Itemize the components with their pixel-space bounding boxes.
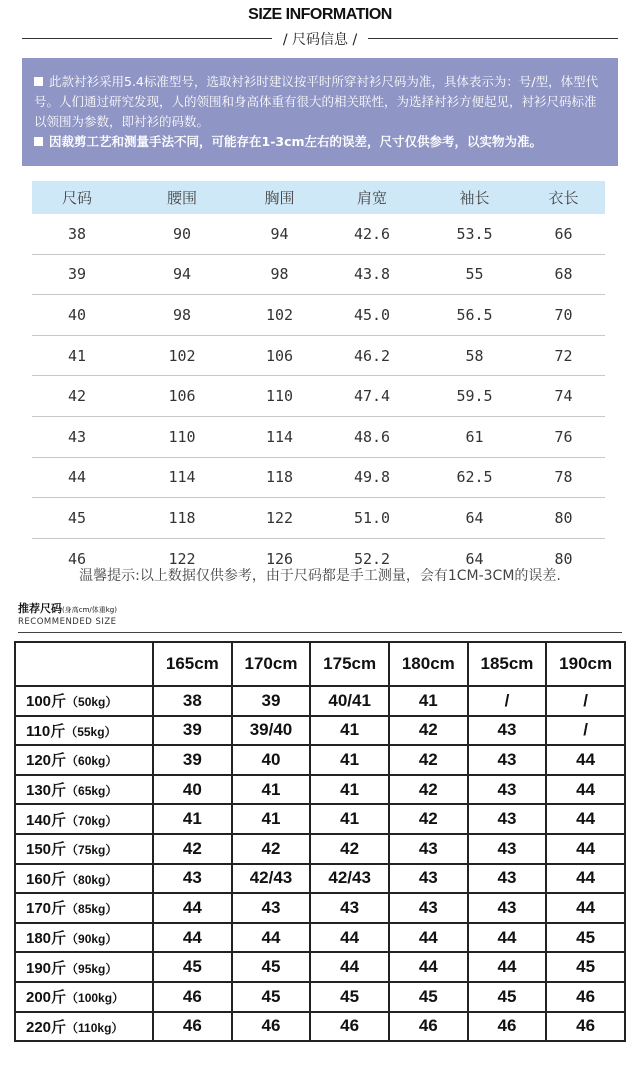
recommend-size-cell: 44 bbox=[232, 923, 311, 953]
page-title: SIZE INFORMATION bbox=[248, 6, 392, 23]
size-cell: 126 bbox=[265, 549, 294, 568]
size-cell: 118 bbox=[242, 457, 317, 498]
size-cell: 49.8 bbox=[317, 457, 427, 498]
recommend-size-cell: 45 bbox=[389, 982, 468, 1012]
recommend-size-cell: 43 bbox=[232, 893, 311, 923]
recommend-size-cell: 41 bbox=[310, 716, 389, 746]
recommend-size-cell: / bbox=[546, 686, 625, 716]
recommend-title-unit: (身高cm/体重kg) bbox=[62, 606, 117, 614]
weight-kg: （50kg） bbox=[66, 695, 118, 710]
weight-jin: 130斤 bbox=[26, 782, 67, 800]
size-table bbox=[32, 181, 605, 578]
recommend-size-cell: 45 bbox=[310, 982, 389, 1012]
size-cell: 61 bbox=[427, 416, 522, 457]
weight-kg: （55kg） bbox=[65, 724, 117, 739]
weight-label bbox=[15, 893, 153, 923]
recommend-size-cell: 45 bbox=[468, 982, 547, 1012]
recommend-size-cell: 46 bbox=[389, 1012, 468, 1042]
header-chest: 胸围 bbox=[242, 181, 317, 214]
recommend-size-cell: 41 bbox=[232, 804, 311, 834]
size-cell: 53.5 bbox=[427, 214, 522, 254]
recommend-size-cell: 44 bbox=[546, 893, 625, 923]
size-cell: 55 bbox=[427, 254, 522, 295]
size-cell: 48.6 bbox=[317, 416, 427, 457]
size-cell: 106 bbox=[242, 335, 317, 376]
recommend-size-cell: 42 bbox=[389, 745, 468, 775]
recommend-size-cell: 43 bbox=[389, 834, 468, 864]
recommend-size-cell: 44 bbox=[389, 952, 468, 982]
size-cell: 64 bbox=[427, 498, 522, 539]
recommend-size-cell: 45 bbox=[546, 952, 625, 982]
weight-label bbox=[15, 686, 153, 716]
size-cell: 80 bbox=[554, 549, 573, 568]
size-cell: 58 bbox=[427, 335, 522, 376]
size-cell: 74 bbox=[522, 376, 605, 417]
recommend-table bbox=[14, 641, 626, 1042]
recommend-size-cell: 41 bbox=[389, 686, 468, 716]
notice-box bbox=[22, 58, 618, 166]
size-cell: 68 bbox=[522, 254, 605, 295]
recommend-row bbox=[15, 1012, 625, 1042]
recommend-size-cell: 41 bbox=[310, 804, 389, 834]
size-cell: 46.2 bbox=[317, 335, 427, 376]
size-cell: 52.2 bbox=[353, 549, 391, 568]
weight-kg: （90kg） bbox=[66, 932, 118, 947]
notice-text-1: 此款衬衫采用5.4标准型号，选取衬衫时建议按平时所穿衬衫尺码为准，具体表示为：号/型，体型代号。人们通过研究发现，人的领围和身高体重有很大的相关联性，为选择衬衫方便起见，衬衫尺码标准以领围为参数，即衬衫的码数。 bbox=[34, 74, 599, 129]
recommend-size-cell: 44 bbox=[153, 923, 232, 953]
size-cell: 42 bbox=[32, 376, 122, 417]
size-cell: 42.6 bbox=[317, 214, 427, 254]
recommend-size-cell: 45 bbox=[232, 952, 311, 982]
recommend-size-cell: 39 bbox=[153, 716, 232, 746]
recommend-size-cell: 46 bbox=[153, 1012, 232, 1042]
recommend-title-text: 推荐尺码 bbox=[18, 602, 62, 615]
weight-label bbox=[15, 834, 153, 864]
weight-label bbox=[15, 982, 153, 1012]
weight-kg: （80kg） bbox=[66, 872, 118, 887]
height-header: 180cm bbox=[389, 642, 468, 686]
size-cell: 70 bbox=[522, 295, 605, 336]
size-cell: 110 bbox=[242, 376, 317, 417]
size-cell: 39 bbox=[32, 254, 122, 295]
size-cell: 38 bbox=[32, 214, 122, 254]
weight-jin: 190斤 bbox=[26, 959, 67, 977]
recommend-size-cell: 44 bbox=[153, 893, 232, 923]
recommend-row bbox=[15, 804, 625, 834]
recommend-size-cell: 46 bbox=[546, 1012, 625, 1042]
recommend-size-cell: 42/43 bbox=[232, 864, 311, 894]
weight-kg: （110kg） bbox=[66, 1020, 124, 1035]
size-cell: 41 bbox=[32, 335, 122, 376]
recommend-size-cell: 43 bbox=[389, 893, 468, 923]
header-waist: 腰围 bbox=[122, 181, 242, 214]
size-row bbox=[32, 254, 605, 295]
weight-jin: 100斤 bbox=[26, 693, 67, 711]
recommend-size-cell: 39 bbox=[153, 745, 232, 775]
size-cell: 114 bbox=[242, 416, 317, 457]
weight-jin: 110斤 bbox=[26, 722, 66, 740]
recommend-size-cell: 46 bbox=[468, 1012, 547, 1042]
recommend-size-cell: / bbox=[468, 686, 547, 716]
recommend-size-cell: 43 bbox=[468, 834, 547, 864]
header-shoulder: 肩宽 bbox=[317, 181, 427, 214]
weight-jin: 180斤 bbox=[26, 930, 67, 948]
notice-paragraph-2 bbox=[34, 132, 604, 152]
size-cell: 43.8 bbox=[317, 254, 427, 295]
weight-label bbox=[15, 716, 153, 746]
height-header: 170cm bbox=[232, 642, 311, 686]
size-cell: 122 bbox=[242, 498, 317, 539]
recommend-size-cell: 42 bbox=[153, 834, 232, 864]
recommend-size-cell: 44 bbox=[546, 834, 625, 864]
size-row bbox=[32, 376, 605, 417]
recommend-size-cell: 42 bbox=[389, 775, 468, 805]
size-cell: 40 bbox=[32, 295, 122, 336]
size-row bbox=[32, 335, 605, 376]
recommend-size-cell: 44 bbox=[310, 952, 389, 982]
weight-label bbox=[15, 775, 153, 805]
weight-jin: 200斤 bbox=[26, 989, 67, 1007]
divider-right bbox=[368, 38, 618, 39]
size-cell: 94 bbox=[122, 254, 242, 295]
weight-jin: 120斤 bbox=[26, 752, 67, 770]
recommend-size-cell: 38 bbox=[153, 686, 232, 716]
weight-jin: 160斤 bbox=[26, 870, 67, 888]
recommend-row bbox=[15, 745, 625, 775]
recommend-size-cell: 43 bbox=[468, 804, 547, 834]
size-row bbox=[32, 498, 605, 539]
weight-kg: （85kg） bbox=[66, 902, 118, 917]
weight-kg: （60kg） bbox=[66, 754, 118, 769]
size-cell: 45.0 bbox=[317, 295, 427, 336]
recommend-size-cell: 44 bbox=[546, 864, 625, 894]
recommend-size-cell: 44 bbox=[546, 804, 625, 834]
recommend-divider bbox=[18, 632, 622, 633]
weight-jin: 170斤 bbox=[26, 900, 67, 918]
size-cell: 47.4 bbox=[317, 376, 427, 417]
recommend-size-cell: 43 bbox=[468, 745, 547, 775]
recommend-size-cell: 44 bbox=[389, 923, 468, 953]
height-header: 175cm bbox=[310, 642, 389, 686]
recommend-size-cell: 43 bbox=[153, 864, 232, 894]
recommend-size-cell: 40/41 bbox=[310, 686, 389, 716]
recommend-size-cell: 43 bbox=[468, 775, 547, 805]
weight-kg: （95kg） bbox=[66, 961, 118, 976]
recommend-size-cell: 40 bbox=[153, 775, 232, 805]
recommend-size-cell: / bbox=[546, 716, 625, 746]
recommend-size-cell: 43 bbox=[389, 864, 468, 894]
recommend-subtitle: RECOMMENDED SIZE bbox=[18, 617, 117, 627]
recommend-size-cell: 46 bbox=[310, 1012, 389, 1042]
header-size: 尺码 bbox=[32, 181, 122, 214]
size-note: 温馨提示:以上数据仅供参考，由于尺码都是手工测量，会有1CM-3CM的误差. bbox=[79, 568, 561, 584]
weight-kg: （65kg） bbox=[66, 784, 118, 799]
recommend-size-cell: 44 bbox=[546, 775, 625, 805]
recommend-size-cell: 45 bbox=[546, 923, 625, 953]
recommend-size-cell: 42 bbox=[389, 804, 468, 834]
notice-paragraph-1 bbox=[34, 72, 604, 132]
recommend-title bbox=[18, 600, 117, 616]
recommend-row bbox=[15, 982, 625, 1012]
recommend-size-cell: 42 bbox=[389, 716, 468, 746]
recommend-size-cell: 43 bbox=[468, 893, 547, 923]
recommend-size-cell: 45 bbox=[153, 952, 232, 982]
size-row bbox=[32, 295, 605, 336]
size-row bbox=[32, 214, 605, 254]
recommend-size-cell: 44 bbox=[468, 952, 547, 982]
recommend-size-cell: 44 bbox=[310, 923, 389, 953]
recommend-corner-cell bbox=[15, 642, 153, 686]
recommend-size-cell: 42 bbox=[232, 834, 311, 864]
size-row bbox=[32, 457, 605, 498]
size-cell: 102 bbox=[122, 335, 242, 376]
page-subtitle: / 尺码信息 / bbox=[282, 32, 358, 48]
recommend-size-cell: 44 bbox=[468, 923, 547, 953]
size-cell: 59.5 bbox=[427, 376, 522, 417]
recommend-size-cell: 46 bbox=[546, 982, 625, 1012]
recommend-size-cell: 43 bbox=[310, 893, 389, 923]
weight-kg: （70kg） bbox=[66, 813, 118, 828]
weight-jin: 140斤 bbox=[26, 811, 67, 829]
weight-kg: （75kg） bbox=[66, 843, 118, 858]
size-table-header bbox=[32, 181, 605, 214]
recommend-size-cell: 42 bbox=[310, 834, 389, 864]
weight-label bbox=[15, 923, 153, 953]
recommend-row bbox=[15, 716, 625, 746]
size-cell: 94 bbox=[242, 214, 317, 254]
recommend-size-cell: 42/43 bbox=[310, 864, 389, 894]
recommend-row bbox=[15, 923, 625, 953]
recommend-size-cell: 46 bbox=[232, 1012, 311, 1042]
header-length: 衣长 bbox=[522, 181, 605, 214]
height-header: 185cm bbox=[468, 642, 547, 686]
size-cell: 44 bbox=[32, 457, 122, 498]
size-cell: 56.5 bbox=[427, 295, 522, 336]
size-cell: 45 bbox=[32, 498, 122, 539]
size-cell: 110 bbox=[122, 416, 242, 457]
size-cell: 118 bbox=[122, 498, 242, 539]
weight-jin: 150斤 bbox=[26, 841, 67, 859]
recommend-size-cell: 43 bbox=[468, 864, 547, 894]
size-cell: 122 bbox=[168, 549, 196, 568]
weight-jin: 220斤 bbox=[26, 1018, 67, 1036]
size-cell: 62.5 bbox=[427, 457, 522, 498]
bullet-square-icon bbox=[34, 77, 43, 86]
size-cell: 90 bbox=[122, 214, 242, 254]
size-cell: 66 bbox=[522, 214, 605, 254]
recommend-row bbox=[15, 952, 625, 982]
subtitle-row bbox=[22, 28, 618, 50]
size-cell: 102 bbox=[242, 295, 317, 336]
size-row bbox=[32, 416, 605, 457]
recommend-size-cell: 41 bbox=[310, 745, 389, 775]
header-sleeve: 袖长 bbox=[427, 181, 522, 214]
recommend-row bbox=[15, 775, 625, 805]
recommend-row bbox=[15, 686, 625, 716]
weight-label bbox=[15, 864, 153, 894]
recommend-size-cell: 41 bbox=[310, 775, 389, 805]
recommend-row bbox=[15, 864, 625, 894]
recommend-size-cell: 39 bbox=[232, 686, 311, 716]
recommend-size-cell: 43 bbox=[468, 716, 547, 746]
weight-label bbox=[15, 745, 153, 775]
size-cell: 46 bbox=[67, 549, 87, 568]
size-cell: 64 bbox=[465, 549, 484, 568]
recommend-size-cell: 39/40 bbox=[232, 716, 311, 746]
height-header: 190cm bbox=[546, 642, 625, 686]
size-cell: 106 bbox=[122, 376, 242, 417]
size-cell: 72 bbox=[522, 335, 605, 376]
size-cell: 76 bbox=[522, 416, 605, 457]
recommend-row bbox=[15, 834, 625, 864]
size-cell: 78 bbox=[522, 457, 605, 498]
recommend-row bbox=[15, 893, 625, 923]
recommend-size-cell: 46 bbox=[153, 982, 232, 1012]
size-cell: 114 bbox=[122, 457, 242, 498]
recommend-header-row bbox=[15, 642, 625, 686]
height-header: 165cm bbox=[153, 642, 232, 686]
size-cell: 51.0 bbox=[317, 498, 427, 539]
weight-label bbox=[15, 804, 153, 834]
bullet-square-icon bbox=[34, 137, 43, 146]
size-cell: 43 bbox=[32, 416, 122, 457]
size-cell: 80 bbox=[522, 498, 605, 539]
weight-label bbox=[15, 952, 153, 982]
recommend-size-cell: 41 bbox=[153, 804, 232, 834]
size-cell: 98 bbox=[122, 295, 242, 336]
size-cell: 98 bbox=[242, 254, 317, 295]
weight-kg: （100kg） bbox=[66, 991, 125, 1006]
weight-label bbox=[15, 1012, 153, 1042]
recommend-size-cell: 44 bbox=[546, 745, 625, 775]
notice-text-2: 因裁剪工艺和测量手法不同，可能存在1-3cm左右的误差，尺寸仅供参考，以实物为准。 bbox=[49, 134, 543, 149]
recommend-size-cell: 45 bbox=[232, 982, 311, 1012]
recommend-size-cell: 40 bbox=[232, 745, 311, 775]
recommend-size-cell: 41 bbox=[232, 775, 311, 805]
